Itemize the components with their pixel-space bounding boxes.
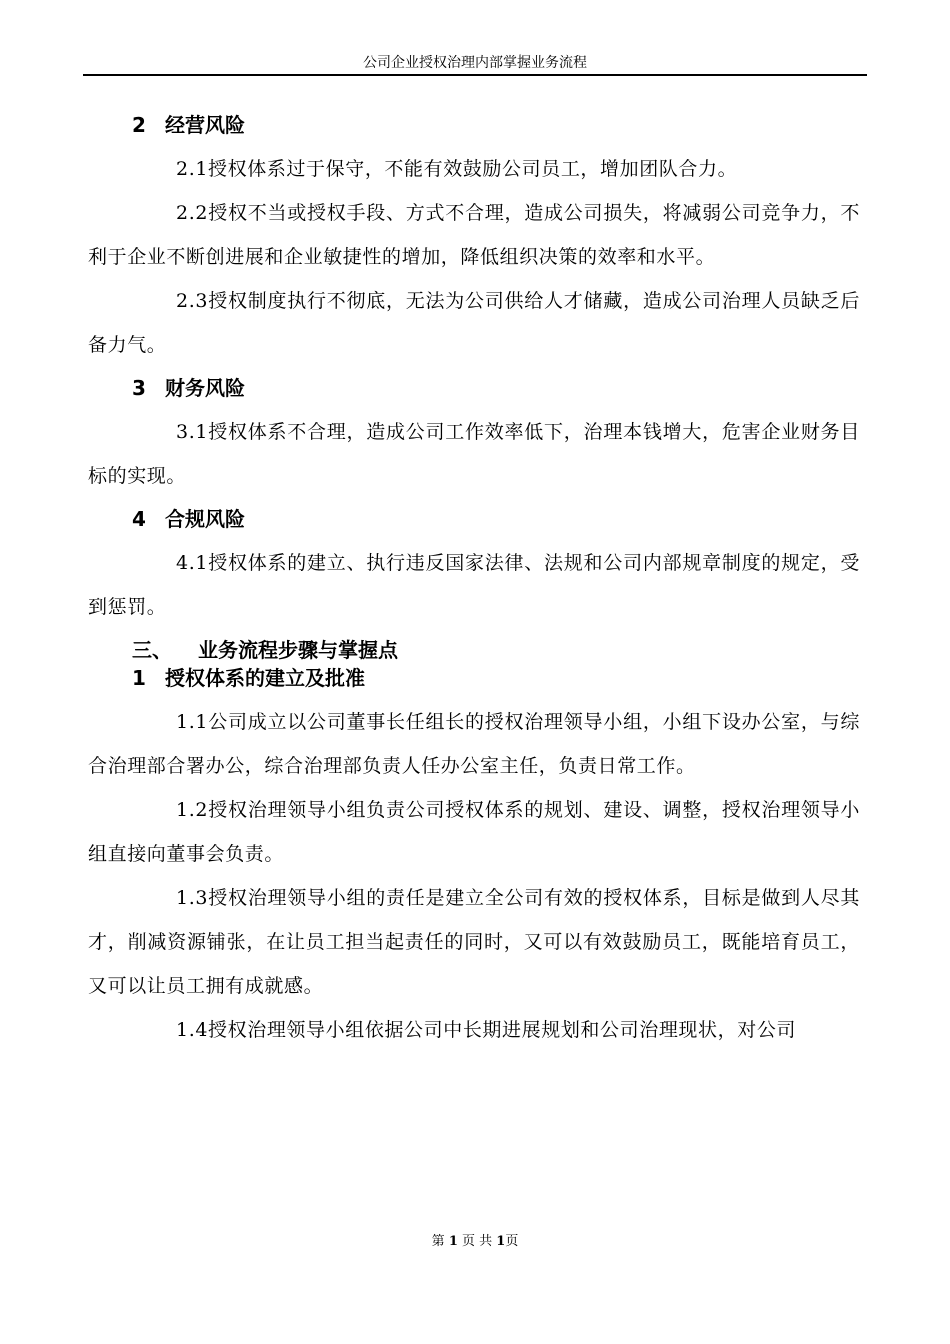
paragraph-number: 2.3 (176, 290, 209, 312)
section-heading-4 (88, 505, 860, 533)
section-number: 2 (132, 113, 146, 137)
section-heading-3 (88, 374, 860, 402)
paragraph-text: 授权治理领导小组的责任是建立全公司有效的授权体系，目标是做到人尽其才，削减资源铺张，在让员工担当起责任的同时，又可以有效鼓励员工，既能培育员工，又可以让员工拥有成就感。 (88, 887, 860, 997)
paragraph-3-1 (88, 410, 860, 498)
paragraph-2-1 (88, 147, 860, 191)
footer-page-number: 1 (448, 1234, 458, 1249)
footer-mid: 页 共 (462, 1234, 493, 1249)
page-footer (0, 1232, 950, 1252)
chapter-title: 业务流程步骤与掌握点 (198, 638, 398, 662)
paragraph-number: 1.2 (176, 799, 209, 821)
paragraph-text: 授权体系的建立、执行违反国家法律、法规和公司内部规章制度的规定，受到惩罚。 (88, 552, 860, 618)
paragraph-2-2 (88, 191, 860, 279)
paragraph-text: 授权体系过于保守，不能有效鼓励公司员工，增加团队合力。 (208, 158, 738, 180)
paragraph-number: 1.4 (176, 1019, 209, 1041)
chapter-heading-3 (88, 636, 860, 664)
footer-total-pages: 1 (496, 1234, 506, 1249)
paragraph-1-2 (88, 788, 860, 876)
footer-suffix: 页 (505, 1234, 519, 1249)
header-title: 公司企业授权治理内部掌握业务流程 (363, 55, 587, 71)
section-title: 合规风险 (165, 507, 245, 531)
paragraph-text: 授权治理领导小组依据公司中长期进展规划和公司治理现状，对公司 (208, 1019, 797, 1041)
paragraph-2-3 (88, 279, 860, 367)
paragraph-1-4 (88, 1008, 860, 1052)
section-number: 4 (132, 507, 146, 531)
chapter-number: 三、 (132, 638, 172, 662)
paragraph-number: 1.1 (176, 711, 209, 733)
section-number: 3 (132, 376, 146, 400)
section-heading-1 (88, 664, 860, 692)
paragraph-text: 公司成立以公司董事长任组长的授权治理领导小组，小组下设办公室，与综合治理部合署办公，综合治理部负责人任办公室主任，负责日常工作。 (88, 711, 860, 777)
footer-prefix: 第 (431, 1234, 445, 1249)
paragraph-text: 授权制度执行不彻底，无法为公司供给人才储藏，造成公司治理人员缺乏后备力气。 (88, 290, 860, 356)
paragraph-number: 2.2 (176, 202, 209, 224)
paragraph-text: 授权治理领导小组负责公司授权体系的规划、建设、调整，授权治理领导小组直接向董事会负责。 (88, 799, 860, 865)
paragraph-number: 2.1 (176, 158, 209, 180)
section-title: 授权体系的建立及批准 (165, 666, 365, 690)
paragraph-text: 授权不当或授权手段、方式不合理，造成公司损失，将减弱公司竞争力，不利于企业不断创进展和企业敏捷性的增加，降低组织决策的效率和水平。 (88, 202, 860, 268)
page-header (83, 52, 867, 76)
paragraph-1-3 (88, 876, 860, 1008)
paragraph-1-1 (88, 700, 860, 788)
section-title: 财务风险 (165, 376, 245, 400)
section-title: 经营风险 (165, 113, 245, 137)
paragraph-4-1 (88, 541, 860, 629)
paragraph-number: 4.1 (176, 552, 209, 574)
paragraph-number: 3.1 (176, 421, 209, 443)
section-number: 1 (132, 666, 146, 690)
document-body (88, 104, 860, 1052)
section-heading-2 (88, 111, 860, 139)
paragraph-number: 1.3 (176, 887, 209, 909)
paragraph-text: 授权体系不合理，造成公司工作效率低下，治理本钱增大，危害企业财务目标的实现。 (88, 421, 860, 487)
